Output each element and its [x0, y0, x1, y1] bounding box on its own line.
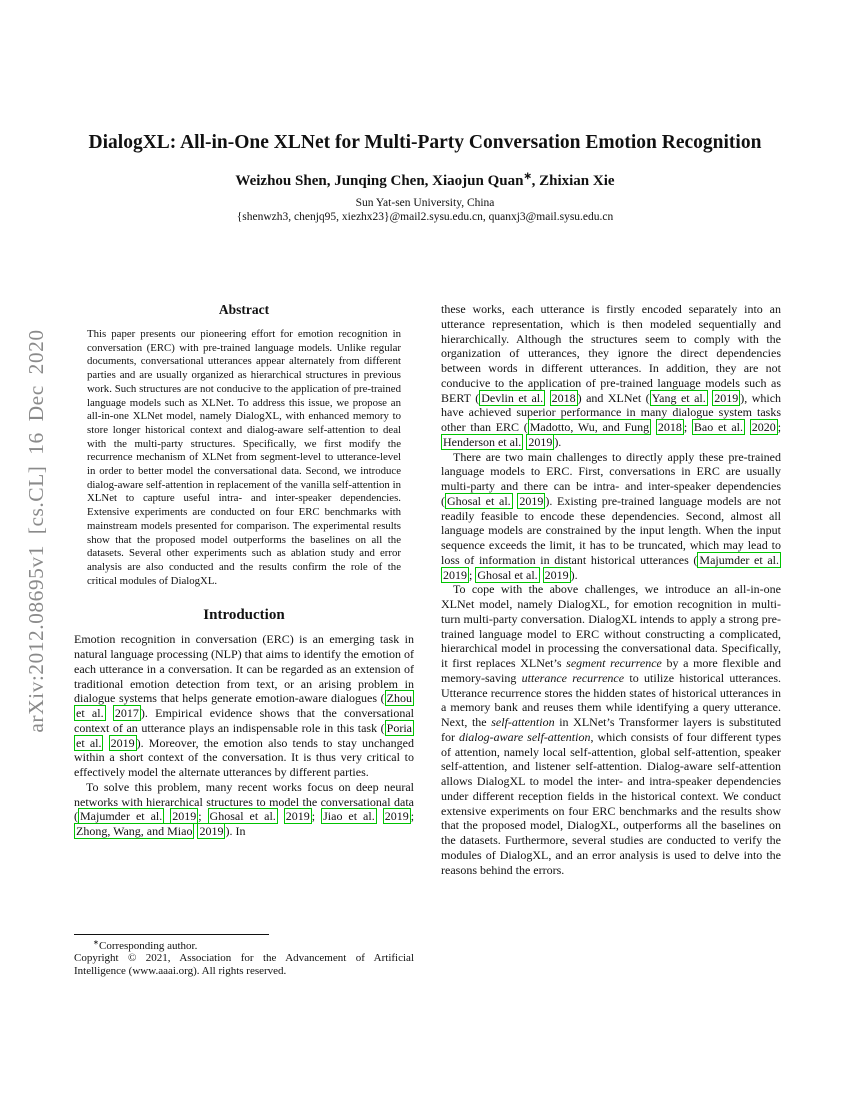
citation-link[interactable]: 2020: [751, 420, 776, 434]
body-paragraph: To cope with the above challenges, we introduce an all-in-one XLNet model, namely DialogXL, for emotion recognition in multi-turn multi-party conversation. DialogXL intends to apply a strong pre-trained language model to ERC without constructing a complicated, hierarchical model in processing the conversational data. Specifically, it first replaces XLNet’s segment recurrence by a more flexible and memory-saving utterance recurrence to utilize historical utterances. Utterance recurrence stores the hidden states of historical utterances in a memory bank and reuses them while identifying a query utterance. Next, the self-attention in XLNet’s Transformer layers is substituted for dialog-aware self-attention, which consists of four different types of attention, namely local self-attention, global self-attention, speaker self-attention, and listener self-attention. Dialog-aware self-attention allows DialogXL to model the inter- and intra-speaker dependencies under different reception fields in the historical context. We conduct extensive experiments on four ERC benchmarks and the results show that the proposed model, DialogXL, outperforms all the baselines on the datasets. Furthermore, several studies are conducted to verify the modules of DialogXL, and an error analysis is used to delve into the reasons behind the errors.: [441, 582, 782, 877]
citation-link[interactable]: Jiao et al.: [323, 809, 375, 824]
abstract-heading: Abstract: [218, 302, 270, 317]
citation-link[interactable]: Ghosal et al.: [209, 809, 276, 824]
abstract-text: This paper presents our pioneering effort for emotion recognition in conversation (ERC) with pre-trained language models. Unlike regular documents, conversational utterances appear alternately from different parties and are usually organized as hierarchical structures in previous work. Such structures are not conducive to the application of pre-trained language models such as XLNet. To address this issue, we propose an all-in-one XLNet model, namely DialogXL, with enhanced memory to store longer historical context and dialog-aware self-attention to deal with the multi-party structures. Specifically, we first modify the recurrence mechanism of XLNet from segment-level to utterance-level in order to better model the conversational data. Second, we introduce dialog-aware self-attention in replacement of the vanilla self-attention in XLNet to capture useful intra- and inter-speaker dependencies. Extensive experiments are conducted on four ERC benchmarks with mainstream models presented for comparison. The experimental results show that the proposed model outperforms the baselines on all the datasets. Several other experiments such as ablation study and error analysis are also conducted and the results confirm the role of the critical modules of DialogXL.: [87, 328, 401, 587]
left-column: [74, 302, 414, 978]
citation-link[interactable]: 2019: [172, 809, 197, 824]
citation-link[interactable]: 2019: [714, 390, 739, 405]
citation-link[interactable]: 2019: [544, 567, 569, 582]
citation-link[interactable]: Yang et al.: [651, 390, 706, 405]
citation-link[interactable]: Bao et al.: [693, 420, 743, 434]
citation-link[interactable]: 2017: [114, 706, 139, 721]
citation-link[interactable]: Majumder et al.: [699, 552, 779, 567]
citation-link[interactable]: Zhong, Wang, and Miao: [76, 824, 193, 839]
email-line: {shenwzh3, chenjq95, xiezhx23}@mail2.sysu.edu.cn, quanxj3@mail.sysu.edu.cn: [236, 211, 614, 223]
citation-link[interactable]: Henderson et al.: [443, 434, 522, 449]
citation-link[interactable]: 2018: [657, 420, 682, 434]
arxiv-watermark: arXiv:2012.08695v1 [cs.CL] 16 Dec 2020: [24, 329, 48, 733]
citation-link[interactable]: 2019: [199, 824, 224, 839]
citation-link[interactable]: 2019: [285, 809, 310, 824]
citation-link[interactable]: Poria et al.: [76, 720, 412, 750]
footnote-block: [74, 934, 414, 978]
citation-link[interactable]: 2019: [519, 493, 544, 508]
body-paragraph: these works, each utterance is firstly encoded separately into an utterance representation, which is then modeled sequentially and hierarchically. Although the structures seem to comply with the organization of utterances, they ignore the direct dependencies between words in different utterances. In addition, they are not conducive to the application of pre-trained language models such as BERT ( Devlin et al. 2018 ) and XLNet ( Yang et al. 2019 ), which have achieved superior performance in many dialogue system tasks other than ERC ( Madotto, Wu, and Fung 2018 ; Bao et al. 2020 ; Henderson et al. 2019 ).: [441, 302, 782, 449]
citation-link[interactable]: Madotto, Wu, and Fung: [529, 420, 650, 434]
citation-link[interactable]: Zhou et al.: [76, 691, 412, 721]
author-line: Weizhou Shen, Junqing Chen, Xiaojun Quan∗, Zhixian Xie: [235, 171, 615, 189]
citation-link[interactable]: 2019: [443, 567, 467, 582]
intro-paragraph: Emotion recognition in conversation (ERC) is an emerging task in natural language processing (NLP) that aims to identify the emotion of each utterance in a conversation. It can be regarded as an extension of traditional emotion detection from text, or an arising problem in dialogue systems that helps generate emotion-aware dialogues ( Zhou et al. 2017 ). Empirical evidence shows that the conversational context of an utterance plays an indispensable role in this task ( Poria et al. 2019 ). Moreover, the emotion also tends to stay unchanged within a short context of the conversation. It is thus very critical to effectively model the alternate utterances by different parties.: [74, 632, 414, 780]
citation-link[interactable]: 2019: [110, 735, 135, 750]
intro-paragraph: To solve this problem, many recent works focus on deep neural networks with hierarchical structures to model the conversational data ( Majumder et al. 2019 ; Ghosal et al. 2019 ; Jiao et al. 2019 ; Zhong, Wang, and Miao 2019 ). In: [74, 779, 415, 839]
affiliation: Sun Yat-sen University, China: [355, 197, 495, 209]
citation-link[interactable]: Devlin et al.: [481, 390, 544, 405]
introduction-heading: Introduction: [203, 607, 285, 624]
citation-link[interactable]: 2019: [384, 809, 409, 824]
citation-link[interactable]: 2018: [551, 390, 576, 405]
paper-title: DialogXL: All-in-One XLNet for Multi-Party Conversation Emotion Recognition: [88, 132, 762, 153]
body-paragraph: There are two main challenges to directly apply these pre-trained language models to ERC. First, conversations in ERC are usually multi-party and there can be intra- and inter-speaker dependencies ( Ghosal et al. 2019 ). Existing pre-trained language models are not readily feasible to encode these dependencies. Second, almost all language models are constrained by the input length. When the input sequence exceeds the limit, it has to be truncated, which may lead to loss of information in distant historical utterances ( Majumder et al. 2019 ; Ghosal et al. 2019 ).: [441, 449, 782, 582]
copyright-note: Copyright © 2021, Association for the Advancement of Artificial Intelligence (www.aaai.org). All rights reserved.: [74, 952, 414, 978]
citation-link[interactable]: 2019: [528, 434, 553, 449]
paper-header: [0, 0, 850, 223]
right-column: [441, 302, 781, 978]
footnote-rule: [74, 934, 269, 935]
two-column-body: [74, 302, 781, 978]
citation-link[interactable]: Ghosal et al.: [447, 493, 511, 508]
citation-link[interactable]: Ghosal et al.: [477, 567, 538, 582]
corresponding-author-note: ∗Corresponding author.: [93, 937, 198, 952]
citation-link[interactable]: Majumder et al.: [80, 809, 163, 824]
